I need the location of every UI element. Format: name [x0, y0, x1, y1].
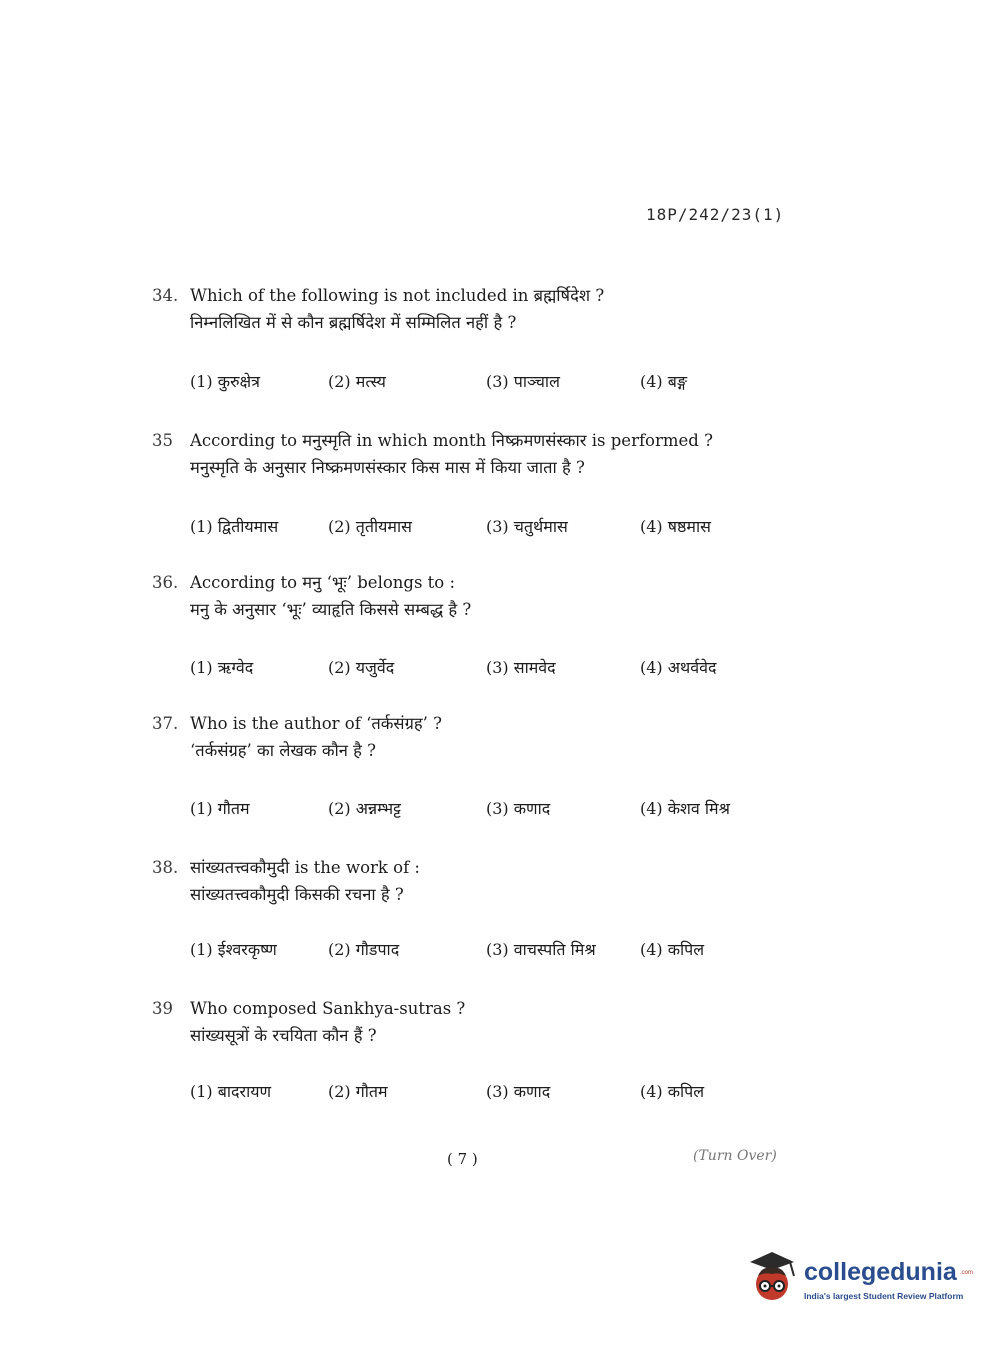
question-35 — [152, 427, 792, 481]
option-1: (1) कुरुक्षेत्र — [190, 372, 260, 391]
question-number: 35 — [152, 431, 173, 450]
question-number: 38. — [152, 858, 179, 877]
question-text-hindi: सांख्यतत्त्वकौमुदी किसकी रचना है ? — [190, 885, 404, 904]
question-text-english: Who is the author of ‘तर्कसंग्रह’ ? — [190, 714, 442, 733]
option-1: (1) ऋग्वेद — [190, 658, 254, 677]
question-text-english: सांख्यतत्त्वकौमुदी is the work of : — [190, 858, 420, 877]
turn-over-note: (Turn Over) — [693, 1148, 777, 1164]
question-text-hindi: निम्नलिखित में से कौन ब्रह्मर्षिदेश में सम्मिलित नहीं है ? — [190, 313, 517, 332]
question-39 — [152, 995, 792, 1049]
option-3: (3) कणाद — [486, 799, 551, 818]
option-4: (4) अथर्ववेद — [640, 658, 717, 677]
question-text-english: Which of the following is not included in ब्रह्मर्षिदेश ? — [190, 286, 605, 305]
option-1: (1) गौतम — [190, 799, 250, 818]
question-38 — [152, 854, 792, 908]
option-2: (2) गौतम — [328, 1082, 388, 1101]
question-text-english: According to मनुस्मृति in which month निष्क्रमणसंस्कार is performed ? — [190, 431, 713, 450]
option-1: (1) द्वितीयमास — [190, 517, 279, 536]
option-1: (1) ईश्वरकृष्ण — [190, 940, 277, 959]
option-3: (3) कणाद — [486, 1082, 551, 1101]
option-3: (3) सामवेद — [486, 658, 556, 677]
option-4: (4) कपिल — [640, 1082, 705, 1101]
brand-name: collegedunia — [804, 1258, 957, 1286]
question-number: 37. — [152, 714, 179, 733]
question-34 — [152, 282, 792, 336]
question-number: 39 — [152, 999, 173, 1018]
option-2: (2) यजुर्वेद — [328, 658, 395, 677]
option-1: (1) बादरायण — [190, 1082, 272, 1101]
paper-code: 18P/242/23(1) — [646, 205, 785, 224]
question-text-english: Who composed Sankhya-sutras ? — [190, 999, 466, 1018]
page-number: ( 7 ) — [447, 1150, 478, 1168]
question-number: 34. — [152, 286, 179, 305]
option-2: (2) गौडपाद — [328, 940, 400, 959]
option-4: (4) कपिल — [640, 940, 705, 959]
mascot-logo-icon — [742, 1248, 802, 1310]
option-3: (3) पाञ्चाल — [486, 372, 560, 391]
question-36 — [152, 569, 792, 623]
option-4: (4) केशव मिश्र — [640, 799, 730, 818]
option-3: (3) वाचस्पति मिश्र — [486, 940, 596, 959]
question-text-english: According to मनु ‘भूः’ belongs to : — [190, 573, 456, 592]
question-number: 36. — [152, 573, 179, 592]
option-3: (3) चतुर्थमास — [486, 517, 568, 536]
question-text-hindi: सांख्यसूत्रों के रचयिता कौन हैं ? — [190, 1026, 377, 1045]
question-text-hindi: ‘तर्कसंग्रह’ का लेखक कौन है ? — [190, 741, 377, 760]
option-2: (2) मत्स्य — [328, 372, 386, 391]
option-2: (2) अन्नम्भट्ट — [328, 799, 401, 818]
question-text-hindi: मनु के अनुसार ‘भूः’ व्याहृति किससे सम्बद्ध है ? — [190, 600, 472, 619]
option-2: (2) तृतीयमास — [328, 517, 412, 536]
question-37 — [152, 710, 792, 764]
option-4: (4) षष्ठमास — [640, 517, 711, 536]
brand-tagline: India's largest Student Review Platform — [804, 1291, 964, 1301]
brand-suffix: .com — [960, 1270, 974, 1276]
option-4: (4) बङ्ग — [640, 372, 688, 391]
collegedunia-watermark — [742, 1248, 972, 1310]
question-text-hindi: मनुस्मृति के अनुसार निष्क्रमणसंस्कार किस मास में किया जाता है ? — [190, 458, 585, 477]
